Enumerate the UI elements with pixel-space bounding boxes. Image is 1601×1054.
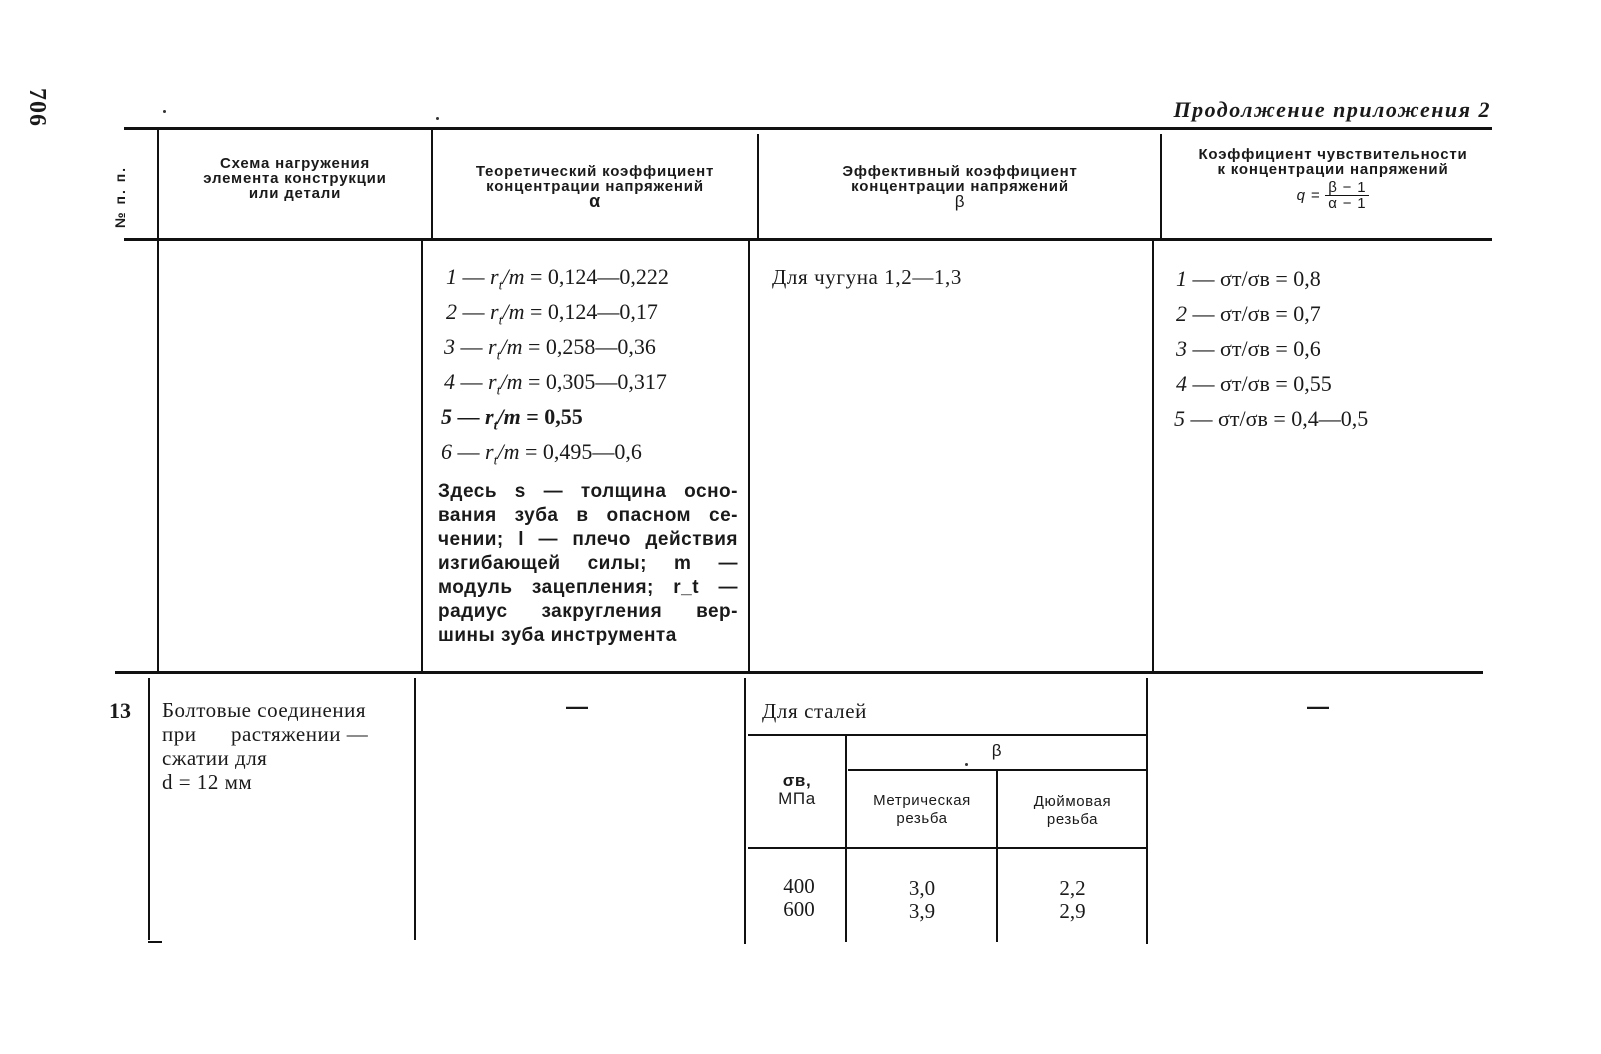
alpha-item: 6 — $r_t/m$ = 0,495—0,6 [441, 439, 642, 469]
subtable-divider-2 [996, 771, 998, 942]
subtable-header-rule [748, 847, 1146, 849]
beta-cast-iron-value: Для чугуна 1,2—1,3 [772, 265, 962, 289]
scan-speck [965, 763, 968, 766]
alpha-item: 2 — $r_t/m$ = 0,124—0,17 [446, 299, 658, 329]
row13-divider-3 [744, 678, 746, 944]
alpha-item: 5 — $r_t/m = 0,55$ [441, 404, 583, 434]
column-header-scheme: Схема нагружения элемента конструкции или детали [203, 155, 387, 202]
row-separator-rule [115, 671, 1483, 674]
body-divider-1 [157, 241, 159, 671]
page-number: 706 [24, 88, 50, 127]
subtable-header-inch-thread: Дюймовая резьба [1033, 793, 1112, 828]
body-divider-4 [1152, 241, 1154, 671]
row13-divider-4 [1146, 678, 1148, 944]
header-divider-3 [757, 134, 759, 240]
header-divider-2 [431, 130, 433, 240]
q-item: 4 — σт/σв = 0,55 [1176, 371, 1332, 396]
body-divider-2 [421, 241, 423, 671]
subtable-top-rule [748, 734, 1146, 736]
alpha-item: 4 — $r_t/m$ = 0,305—0,317 [444, 369, 667, 399]
alpha-item: 1 — $r_t/m$ = 0,124—0,222 [446, 264, 669, 294]
subtable-sigma-values: 400 600 [783, 874, 815, 921]
scan-speck [436, 117, 439, 120]
row13-divider-1 [148, 678, 150, 940]
beta-steel-caption: Для сталей [762, 699, 868, 723]
q-item: 3 — σт/σв = 0,6 [1176, 336, 1321, 361]
body-divider-3 [748, 241, 750, 671]
row-number: 13 [109, 698, 131, 723]
subtable-header-metric-thread: Метрическая резьба [873, 792, 971, 827]
subtable-header-sigma: σв, МПа [778, 771, 816, 808]
q-item: 5 — σт/σв = 0,4—0,5 [1174, 406, 1369, 431]
header-divider-4 [1160, 134, 1162, 240]
column-header-number: № п. п. [112, 165, 128, 228]
header-divider-1 [157, 130, 159, 240]
column-header-theoretical-coefficient: Теоретический коэффициент концентрации напряжений α [475, 163, 715, 211]
alpha-item: 3 — $r_t/m$ = 0,258—0,36 [444, 334, 656, 364]
row13-alpha-dash: — [566, 694, 588, 719]
scan-speck [163, 110, 166, 113]
subtable-inch-values: 2,2 2,9 [1059, 876, 1086, 923]
column-header-sensitivity-coefficient: Коэффициент чувствительности к концентрации напряжений q = $\frac{\beta - 1}{\alpha - 1}$ [1163, 147, 1503, 211]
sensitivity-formula: q = $\frac{\beta - 1}{\alpha - 1}$ [1163, 180, 1503, 211]
subtable-metric-values: 3,0 3,9 [908, 876, 936, 923]
header-bottom-rule [124, 238, 1492, 241]
row13-divider-2 [414, 678, 416, 940]
subtable-header-beta: β [991, 741, 1003, 760]
alpha-note: Здесь s — толщина осно- вания зуба в опасном се- чении; l — плечо действия изгибающей силы; m — модуль зацепления; r_t — радиус закругления вер- шины зуба инструмента [438, 481, 738, 646]
table-top-rule [124, 127, 1492, 130]
row13-corner-mark [148, 941, 162, 943]
bolt-connection-scheme: Болтовые соединения при растяжении — сжатии для d = 12 мм [162, 698, 369, 794]
q-item: 2 — σт/σв = 0,7 [1176, 301, 1321, 326]
row13-q-dash: — [1307, 694, 1329, 719]
running-head: Продолжение приложения 2 [1173, 97, 1491, 122]
column-header-effective-coefficient: Эффективный коэффициент концентрации напряжений β [842, 163, 1078, 211]
q-item: 1 — σт/σв = 0,8 [1176, 266, 1321, 291]
